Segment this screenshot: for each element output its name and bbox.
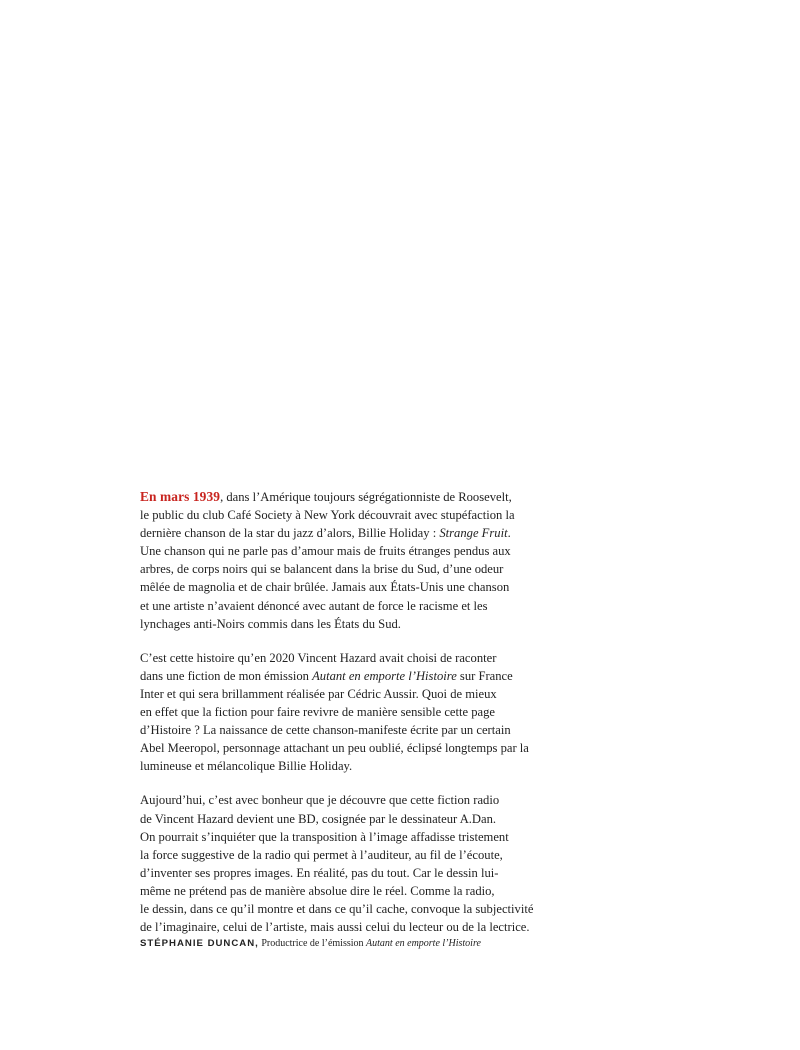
text-line: le public du club Café Society à New York découvrait avec stupéfaction la [140, 508, 515, 523]
signature-separator: , [255, 938, 259, 949]
text-line: C’est cette histoire qu’en 2020 Vincent Hazard avait choisi de raconter [140, 650, 497, 665]
text-line: lynchages anti-Noirs commis dans les États du Sud. [140, 616, 401, 631]
author-signature [140, 937, 600, 951]
text-line: d’Histoire ? La naissance de cette chanson-manifeste écrite par un certain [140, 723, 511, 738]
text-line [140, 667, 560, 685]
text-run: dernière chanson de la star du jazz d’alors, Billie Holiday : [140, 526, 440, 541]
text-line: d’inventer ses propres images. En réalité, pas du tout. Car le dessin lui- [140, 865, 499, 880]
text-run: . [507, 526, 511, 541]
text-line: On pourrait s’inquiéter que la transposition à l’image affadisse tristement [140, 829, 509, 844]
text-line: même ne prétend pas de manière absolue dire le réel. Comme la radio, [140, 883, 495, 898]
text-run: sur France [456, 668, 513, 683]
text-line: Une chanson qui ne parle pas d’amour mais de fruits étranges pendus aux [140, 544, 511, 559]
text-line: de Vincent Hazard devient une BD, cosignée par le dessinateur A.Dan. [140, 811, 497, 826]
text-line: arbres, de corps noirs qui se balancent dans la brise du Sud, d’une odeur [140, 562, 504, 577]
text-line: le dessin, dans ce qu’il montre et dans ce qu’il cache, convoque la subjectivité [140, 901, 534, 916]
text-run: , dans l’Amérique toujours ségrégationniste de Roosevelt, [220, 490, 512, 504]
paragraph-1 [140, 488, 560, 633]
paragraph-2 [140, 649, 560, 776]
text-line: Aujourd’hui, c’est avec bonheur que je découvre que cette fiction radio [140, 793, 500, 808]
preface-text [140, 488, 560, 936]
text-line [140, 488, 560, 506]
author-role: Productrice de l’émission [258, 938, 367, 949]
text-run: dans une fiction de mon émission [140, 668, 313, 683]
show-title: Autant en emporte l’Histoire [366, 938, 481, 949]
lead-in: En mars 1939 [140, 489, 221, 504]
text-line: mêlée de magnolia et de chair brûlée. Jamais aux États-Unis une chanson [140, 580, 510, 595]
text-line: en effet que la fiction pour faire revivre de manière sensible cette page [140, 705, 496, 720]
text-line: la force suggestive de la radio qui permet à l’auditeur, au fil de l’écoute, [140, 847, 503, 862]
show-title: Autant en emporte l’Histoire [312, 668, 457, 683]
paragraph-3 [140, 791, 560, 936]
text-line: lumineuse et mélancolique Billie Holiday. [140, 759, 353, 774]
text-line: Abel Meeropol, personnage attachant un peu oublié, éclipsé longtemps par la [140, 741, 529, 756]
text-line: Inter et qui sera brillamment réalisée par Cédric Aussir. Quoi de mieux [140, 686, 497, 701]
text-line [140, 524, 560, 542]
song-title: Strange Fruit [439, 526, 508, 541]
author-name: STÉPHANIE DUNCAN [140, 938, 256, 949]
text-line: de l’imaginaire, celui de l’artiste, mais aussi celui du lecteur ou de la lectrice. [140, 920, 530, 935]
text-line: et une artiste n’avaient dénoncé avec autant de force le racisme et les [140, 598, 488, 613]
